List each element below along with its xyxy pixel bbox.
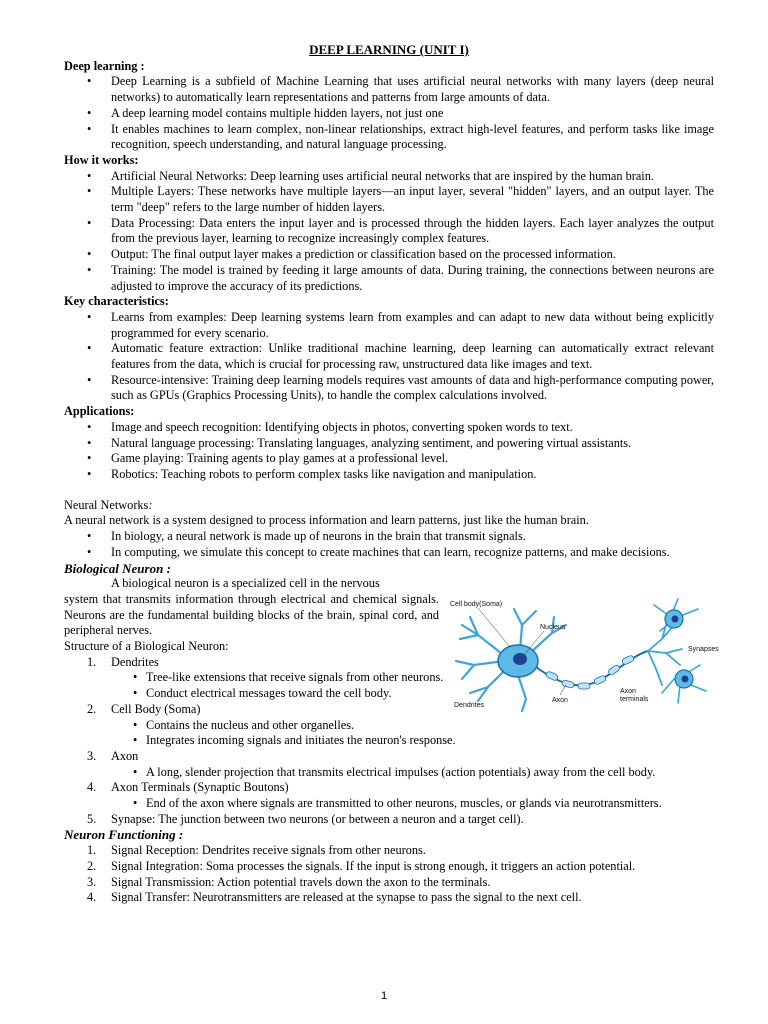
label-axon: Axon (552, 697, 568, 704)
biological-neuron-figure (448, 595, 719, 717)
page-title: DEEP LEARNING (UNIT I) (309, 42, 469, 57)
neuron-functioning-list (64, 843, 714, 906)
list-item: • Training: The model is trained by feeding it large amounts of data. During training, the connections between neurons are adjusted to improve the accuracy of its predictions. (111, 263, 714, 294)
label-synapses: Synapses (688, 646, 719, 653)
section-heading-key-characteristics: Key characteristics: (64, 294, 169, 309)
neural-networks-list (64, 529, 714, 560)
list-item: • Integrates incoming signals and initiates the neuron's response. (146, 733, 714, 749)
list-item: 4. Axon Terminals (Synaptic Boutons) • End of the axon where signals are transmitted to other neurons, muscles, or glands via neurotransmitters. (111, 780, 714, 811)
section-heading-applications: Applications: (64, 404, 135, 419)
list-item: 1. Dendrites • Tree-like extensions that receive signals from other neurons. • Conduct electrical messages toward the cell body. (111, 655, 714, 702)
list-item: 1. Signal Reception: Dendrites receive signals from other neurons. (87, 843, 426, 858)
list-item: • Learns from examples: Deep learning systems learn from examples and can adapt to new data without being explicitly programmed for every scenario. (111, 310, 714, 341)
structure-heading: Structure of a Biological Neuron: (64, 639, 229, 654)
list-item: • Automatic feature extraction: Unlike traditional machine learning, deep learning can automatically extract relevant features from the data, which is crucial for processing raw, unstructured data like images and text. (111, 341, 714, 372)
label-axon-terminals-2: terminals (620, 696, 649, 703)
label-nucleus: Nucleus (540, 624, 566, 631)
list-item: • Tree-like extensions that receive signals from other neurons. (146, 670, 444, 686)
biological-neuron-para2: system that transmits information through electrical and chemical signals. Neurons are the fundamental building blocks of the brain, spinal cord, and peripheral nerves. (64, 591, 439, 638)
section-heading-deep-learning: Deep learning : (64, 58, 145, 73)
list-item: • Data Processing: Data enters the input layer and is processed through the hidden layers. Each layer analyzes the output from the previous layer, learning to recognize increasingly complex features. (111, 216, 714, 247)
nucleus-icon (513, 653, 527, 665)
list-item: • Multiple Layers: These networks have multiple layers—an input layer, several "hidden" layers, and an output layer. The term "deep" refers to the large number of hidden layers. (111, 184, 714, 215)
list-item: • In computing, we simulate this concept to create machines that can learn, recognize patterns, and make decisions. (111, 545, 714, 561)
list-item: • Deep Learning is a subfield of Machine Learning that uses artificial neural networks with many layers (deep neural networks) to automatically learn representations and patterns from large amounts of data. (111, 74, 714, 105)
list-item: • A long, slender projection that transmits electrical impulses (action potentials) away from the cell body. (146, 765, 714, 781)
biological-neuron-heading: Biological Neuron : (64, 560, 171, 576)
deep-learning-list (64, 74, 714, 153)
list-item: 3. Signal Transmission: Action potential travels down the axon to the terminals. (87, 874, 491, 889)
list-item: 2. Signal Integration: Soma processes the signals. If the input is strong enough, it triggers an action potential. (87, 858, 636, 873)
label-cell-body: Cell body(Soma) (450, 601, 503, 608)
list-item: • Output: The final output layer makes a prediction or classification based on the processed information. (111, 247, 714, 263)
section-heading-how-it-works: How it works: (64, 152, 139, 167)
applications-list (64, 420, 714, 483)
page-number: 1 (380, 990, 388, 1002)
how-it-works-list (64, 169, 714, 295)
list-item: • Natural language processing: Translating languages, analyzing sentiment, and powering virtual assistants. (111, 436, 714, 452)
list-item: • Conduct electrical messages toward the cell body. (146, 686, 444, 702)
list-item: 2. Cell Body (Soma) • Contains the nucleus and other organelles. • Integrates incoming signals and initiates the neuron's response. (111, 702, 714, 749)
list-item: • Artificial Neural Networks: Deep learning uses artificial neural networks that are inspired by the human brain. (111, 169, 714, 185)
list-item: • It enables machines to learn complex, non-linear relationships, extract high-level features, and perform tasks like image recognition, speech understanding, and natural language processing. (111, 122, 714, 153)
list-item: 3. Axon • A long, slender projection that transmits electrical impulses (action potentials) away from the cell body. (111, 749, 714, 780)
list-item: • A deep learning model contains multiple hidden layers, not just one (111, 106, 714, 122)
neuron-functioning-heading: Neuron Functioning : (64, 827, 184, 843)
document-page (64, 42, 714, 906)
key-characteristics-list (64, 310, 714, 404)
list-item: • Game playing: Training agents to play games at a professional level. (111, 451, 714, 467)
neural-networks-intro: A neural network is a system designed to process information and learn patterns, just like the human brain. (64, 513, 589, 528)
label-axon-terminals-1: Axon (620, 688, 636, 695)
list-item: 4. Signal Transfer: Neurotransmitters are released at the synapse to pass the signal to the next cell. (87, 890, 582, 905)
list-item: • Robotics: Teaching robots to perform complex tasks like navigation and manipulation. (111, 467, 714, 483)
label-dendrites: Dendrites (454, 702, 484, 709)
list-item: • Contains the nucleus and other organelles. (146, 718, 714, 734)
biological-neuron-para1: A biological neuron is a specialized cell in the nervous (111, 576, 380, 591)
list-item: 5. Synapse: The junction between two neurons (or between a neuron and a target cell). (87, 811, 524, 826)
list-item: • Resource-intensive: Training deep learning models requires vast amounts of data and high-performance computing power, such as GPUs (Graphics Processing Units), to handle the complex calculations involved. (111, 373, 714, 404)
list-item: • In biology, a neural network is made up of neurons in the brain that transmit signals. (111, 529, 714, 545)
list-item: • End of the axon where signals are transmitted to other neurons, muscles, or glands via neurotransmitters. (146, 796, 714, 812)
neural-networks-heading: Neural Networks: (64, 497, 153, 512)
list-item: • Image and speech recognition: Identifying objects in photos, converting spoken words to text. (111, 420, 714, 436)
